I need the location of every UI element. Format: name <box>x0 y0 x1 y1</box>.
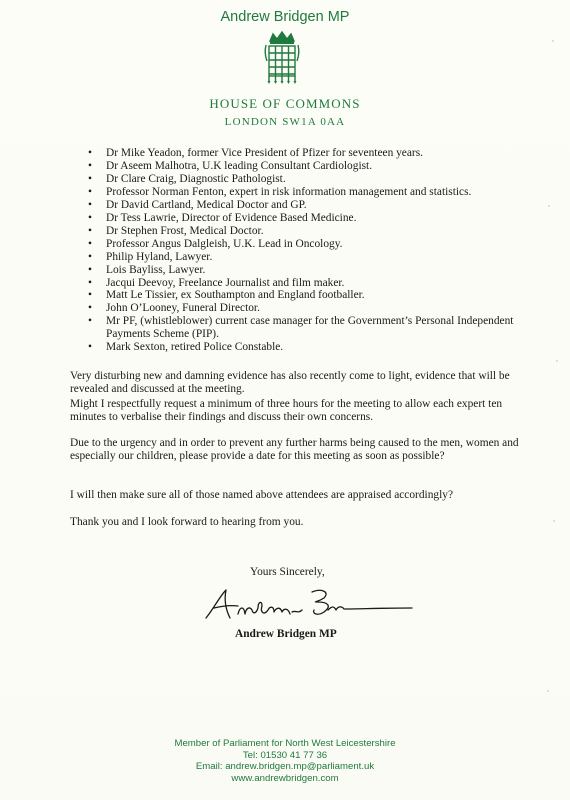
footer-role: Member of Parliament for North West Leicestershire <box>174 738 396 749</box>
footer-email: Email: andrew.bridgen.mp@parliament.uk <box>195 761 375 773</box>
footer-web: www.andrewbridgen.com <box>231 772 339 784</box>
paper-speck <box>556 360 558 362</box>
paper-speck <box>547 690 549 692</box>
list-item: • Professor Angus Dalgleish, U.K. Lead in Oncology. <box>88 238 528 251</box>
list-item: • Philip Hyland, Lawyer. <box>88 251 528 264</box>
appraise-paragraph: I will then make sure all of those named above attendees are appraised accordingly? <box>70 489 454 501</box>
list-item: • Matt Le Tissier, ex Southampton and England footballer. <box>88 289 528 302</box>
letterhead-footer <box>0 738 570 784</box>
list-item: • Dr Aseem Malhotra, U.K leading Consultant Cardiologist. <box>88 160 528 173</box>
letterhead-name: Andrew Bridgen MP <box>220 9 350 25</box>
list-item: • Professor Norman Fenton, expert in risk information management and statistics. <box>88 186 528 199</box>
paper-speck <box>553 520 555 522</box>
handwritten-signature <box>200 584 420 624</box>
request-paragraph: Might I respectfully request a minimum of three hours for the meeting to allow each expert ten minutes to verbalise their findings and discuss their own concerns. <box>70 398 503 423</box>
house-of-commons-heading: HOUSE OF COMMONS <box>209 96 361 111</box>
list-item: • John O’Looney, Funeral Director. <box>88 302 528 315</box>
paper-speck <box>552 40 554 42</box>
signer-name: Andrew Bridgen MP <box>235 628 337 640</box>
portcullis-icon <box>261 31 303 85</box>
urgency-paragraph: Due to the urgency and in order to prevent any further harms being caused to the men, women and especially our children, please provide a date for this meeting as soon as possible? <box>70 437 519 462</box>
letterhead-address: LONDON SW1A 0AA <box>224 116 346 128</box>
list-item: • Mr PF, (whistleblower) current case manager for the Government’s Personal Independent Payments Scheme (PIP). <box>88 315 528 341</box>
list-item: • Dr Stephen Frost, Medical Doctor. <box>88 225 528 238</box>
closing-salutation: Yours Sincerely, <box>250 566 325 578</box>
footer-tel: Tel: 01530 41 77 36 <box>242 749 328 761</box>
list-item: • Dr David Cartland, Medical Doctor and GP. <box>88 199 528 212</box>
evidence-paragraph: Very disturbing new and damning evidence has also recently come to light, evidence that will be revealed and discussed at the meeting. <box>70 370 510 395</box>
paper-speck <box>548 205 550 207</box>
list-item: • Mark Sexton, retired Police Constable. <box>88 341 528 354</box>
list-item: • Jacqui Deevoy, Freelance Journalist and film maker. <box>88 277 528 290</box>
list-item: • Dr Tess Lawrie, Director of Evidence Based Medicine. <box>88 212 528 225</box>
list-item: • Lois Bayliss, Lawyer. <box>88 264 528 277</box>
list-item: • Dr Mike Yeadon, former Vice President of Pfizer for seventeen years. <box>88 147 528 160</box>
thanks-paragraph: Thank you and I look forward to hearing from you. <box>70 516 304 528</box>
list-item: • Dr Clare Craig, Diagnostic Pathologist. <box>88 173 528 186</box>
attendee-list <box>88 147 528 354</box>
